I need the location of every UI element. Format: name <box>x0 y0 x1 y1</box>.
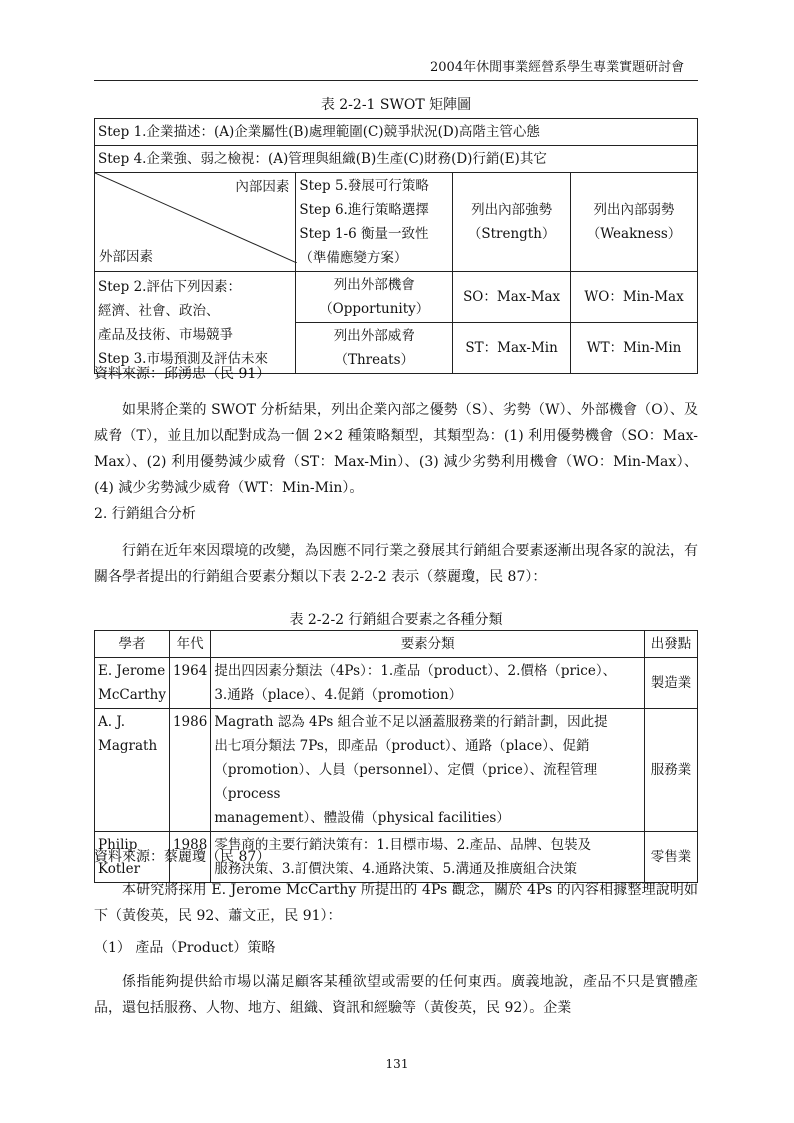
col-header-scholar: 學者 <box>95 631 170 658</box>
swot-diagonal-cell <box>95 173 296 272</box>
weakness-label: 列出內部弱勢 <box>593 202 675 218</box>
step2-line: Step 2.評估下列因素： <box>98 278 241 295</box>
swot-row-step4: Step 4.企業強、弱之檢視：(A)管理與組織(B)生產(C)財務(D)行銷(E)其它 <box>95 146 698 173</box>
strength-en: （Strength） <box>467 226 556 242</box>
scholar-name: A. J. <box>98 714 125 730</box>
external-factors-label: 外部因素 <box>99 249 153 265</box>
year-cell: 1964 <box>169 658 210 709</box>
table2-source: 資料來源：蔡麗瓊（民 87） <box>94 849 271 865</box>
col-header-origin: 出發點 <box>645 631 698 658</box>
elements-line: 3.通路（place）、4.促銷（promotion） <box>214 687 463 703</box>
weakness-cell <box>571 173 698 272</box>
swot-row-step1: Step 1.企業描述：(A)企業屬性(B)處理範圍(C)競爭狀況(D)高階主管心態 <box>95 119 698 146</box>
elements-line: 出七項分類法 7Ps，即產品（product）、通路（place）、促銷 <box>214 738 590 754</box>
step2-cell <box>95 272 296 374</box>
wt-cell: WT：Min-Min <box>571 323 698 374</box>
year-cell: 1988 <box>169 832 210 883</box>
elements-line: 服務決策、3.訂價決策、4.通路決策、5.溝通及推廣組合決策 <box>214 861 577 877</box>
elements-line: （promotion）、人員（personnel）、定價（price）、流程管理（process <box>214 762 598 802</box>
step6: Step 6.進行策略選擇 <box>299 202 429 218</box>
opportunity-label: 列出外部機會 <box>333 277 415 293</box>
product-paragraph: 係指能夠提供給市場以滿足顧客某種欲望或需要的任何東西。廣義地說，產品不只是實體產品，還包括服務、人物、地方、組織、資訊和經驗等（黃俊英，民 92）。企業 <box>94 974 698 1016</box>
origin-cell: 零售業 <box>645 832 698 883</box>
origin-cell: 製造業 <box>645 658 698 709</box>
year-cell: 1986 <box>169 709 210 832</box>
scholar-name: McCarthy <box>98 687 166 703</box>
contingency: （準備應變方案） <box>299 250 408 266</box>
step3-line: Step 3.市場預測及評估未來 <box>98 350 268 367</box>
marketing-mix-paragraph: 行銷在近年來因環境的改變，為因應不同行業之發展其行銷組合要素逐漸出現各家的說法，有關各學者提出的行銷組合要素分類以下表 2-2-2 表示（蔡麗瓊，民 87）： <box>94 543 698 585</box>
scholar-name: Philip <box>98 837 138 853</box>
threats-label: 列出外部威脅 <box>333 328 415 344</box>
elements-line: management）、體設備（physical facilities） <box>214 810 510 826</box>
table-row <box>95 709 698 832</box>
elements-line: 零售商的主要行銷決策有：1.目標市場、2.產品、品牌、包裝及 <box>214 837 592 853</box>
elements-line: Magrath 認為 4Ps 組合並不足以涵蓋服務業的行銷計劃，因此提 <box>214 714 608 730</box>
scholar-cell <box>95 709 170 832</box>
weakness-en: （Weakness） <box>586 226 682 242</box>
swot-table <box>94 118 698 374</box>
table1-source: 資料來源：邱湧忠（民 91） <box>94 366 271 382</box>
elements-cell <box>211 709 645 832</box>
table2-caption: 表 2-2-2 行銷組合要素之各種分類 <box>289 612 503 628</box>
page-number: 131 <box>385 1057 409 1071</box>
scholar-name: Magrath <box>98 738 158 754</box>
strength-label: 列出內部強勢 <box>471 202 553 218</box>
scholar-name: Kotler <box>98 861 141 877</box>
scholar-cell <box>95 658 170 709</box>
table-row <box>95 658 698 709</box>
col-header-year: 年代 <box>169 631 210 658</box>
so-cell: SO：Max-Max <box>453 272 571 323</box>
step1-6: Step 1-6 衡量一致性 <box>299 226 429 242</box>
4ps-paragraph: 本研究將採用 E. Jerome McCarthy 所提出的 4Ps 觀念，關於 4Ps 的內容相據整理說明如下（黃俊英，民 92、蕭文正，民 91）： <box>94 882 698 924</box>
elements-cell <box>211 832 645 883</box>
internal-factors-label: 內部因素 <box>235 179 290 195</box>
wo-cell: WO：Min-Max <box>571 272 698 323</box>
page-header: 2004年休閒事業經營系學生專業實題研討會 <box>430 60 685 75</box>
threats-en: （Threats） <box>334 352 415 368</box>
scholar-name: E. Jerome <box>98 663 166 679</box>
section-heading-product: （1） 產品（Product）策略 <box>94 940 276 956</box>
threats-cell <box>296 323 453 374</box>
elements-line: 提出四因素分類法（4Ps）：1.產品（product）、2.價格（price）、 <box>214 663 617 679</box>
swot-paragraph: 如果將企業的 SWOT 分析結果，列出企業內部之優勢（S）、劣勢（W）、外部機會（O）、及威脅（T），並且加以配對成為一個 2×2 種策略類型，其類型為：(1) 利用優勢機會（SO：Max-Max）、(2) 利用優勢減少威脅（ST：Max-Min）、(3) 減少劣勢利用機會（WO：Min-Max）、(4) 減少劣勢減少威脅（WT：Min-Min）。 <box>94 402 698 496</box>
swot-steps-cell <box>296 173 453 272</box>
header-rule <box>94 80 698 81</box>
table1-caption: 表 2-2-1 SWOT 矩陣圖 <box>320 97 472 113</box>
st-cell: ST：Max-Min <box>453 323 571 374</box>
step5: Step 5.發展可行策略 <box>299 178 429 194</box>
elements-cell <box>211 658 645 709</box>
strength-cell <box>453 173 571 272</box>
opportunity-cell <box>296 272 453 323</box>
col-header-elements: 要素分類 <box>211 631 645 658</box>
origin-cell: 服務業 <box>645 709 698 832</box>
step2-line: 產品及技術、市場競爭 <box>98 326 233 343</box>
opportunity-en: （Opportunity） <box>319 301 430 317</box>
step2-line: 經濟、社會、政治、 <box>98 302 220 319</box>
section-heading-marketing-mix: 2. 行銷組合分析 <box>94 506 196 522</box>
